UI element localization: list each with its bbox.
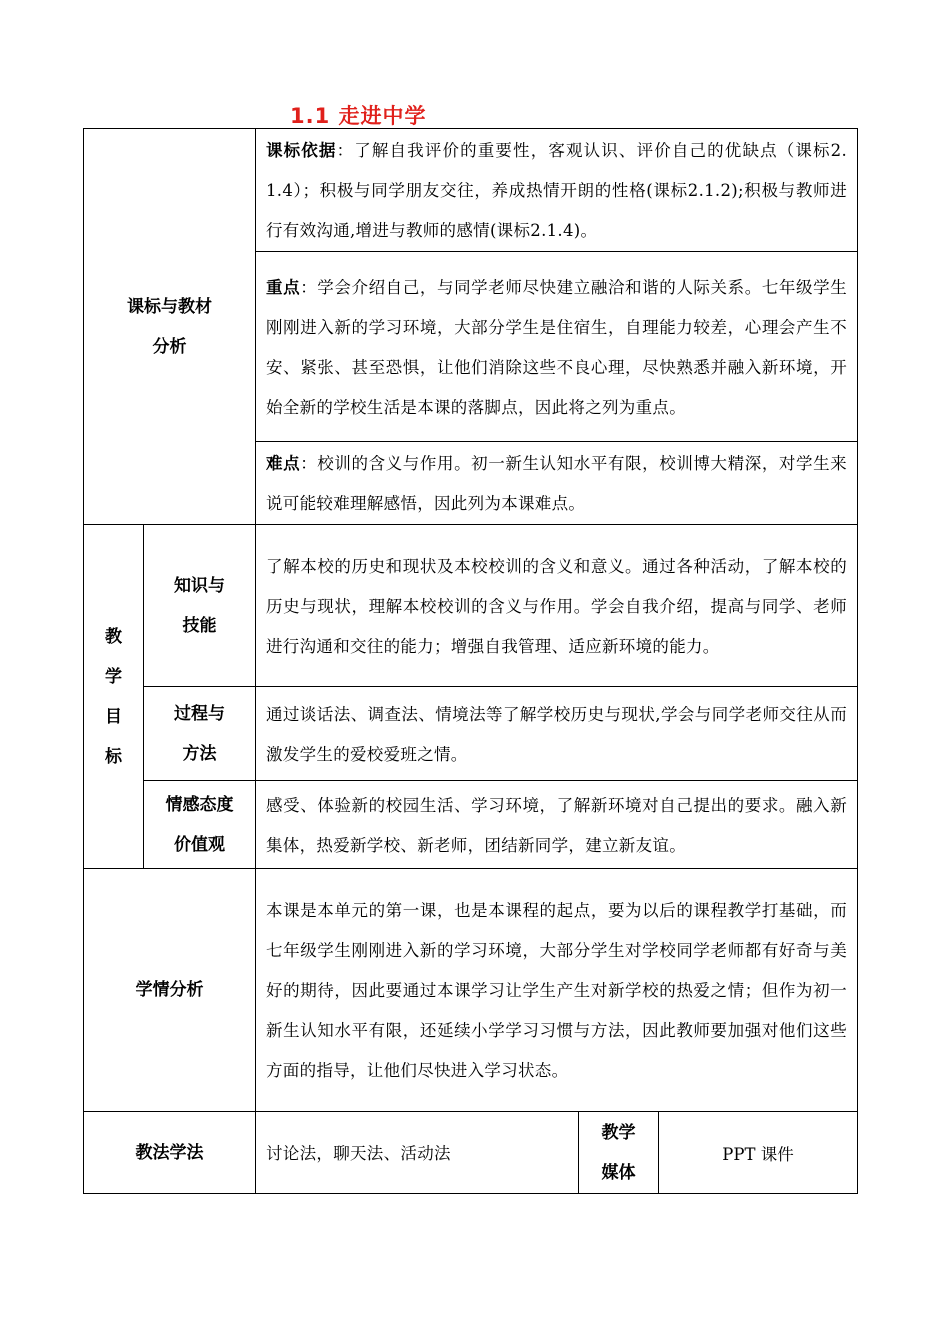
process-row xyxy=(84,687,858,781)
page-title: 1.1 走进中学 xyxy=(290,104,427,128)
goals-label-char-2: 学 xyxy=(105,666,122,687)
knowledge-text: 了解本校的历史和现状及本校校训的含义和意义。通过各种活动，了解本校的历史与现状，理解本校校训的含义与作用。学会自我介绍，提高与同学、老师进行沟通和交往的能力；增强自我管理、适应新环境的能力。 xyxy=(256,525,858,687)
learner-label: 学情分析 xyxy=(84,869,256,1112)
knowledge-label xyxy=(144,525,256,687)
knowledge-label-line1: 知识与 xyxy=(174,575,225,596)
methods-text: 讨论法，聊天法、活动法 xyxy=(256,1112,579,1194)
process-label xyxy=(144,687,256,781)
process-label-line1: 过程与 xyxy=(174,703,225,724)
analysis-label-line2: 分析 xyxy=(152,336,187,357)
key-point-heading: 重点 xyxy=(266,277,301,297)
emotion-row xyxy=(84,781,858,869)
goals-label xyxy=(84,525,144,869)
learner-row xyxy=(84,869,858,1112)
analysis-label xyxy=(84,129,256,525)
standard-basis-row xyxy=(84,129,858,252)
key-point-cell xyxy=(256,252,858,442)
difficult-point-cell xyxy=(256,442,858,525)
process-text: 通过谈话法、调查法、情境法等了解学校历史与现状,学会与同学老师交往从而激发学生的爱校爱班之情。 xyxy=(256,687,858,781)
emotion-label-line1: 情感态度 xyxy=(165,794,234,815)
difficult-point-text: ：校训的含义与作用。初一新生认知水平有限，校训博大精深，对学生来说可能较难理解感悟，因此列为本课难点。 xyxy=(266,454,848,513)
standard-basis-cell xyxy=(256,129,858,252)
difficult-point-heading: 难点 xyxy=(266,454,301,473)
standard-basis-text: ：了解自我评价的重要性，客观认识、评价自己的优缺点（课标2. 1.4）；积极与同学朋友交往，养成热情开朗的性格(课标2.1.2);积极与教师进行有效沟通,增进与教师的感情(课标2.1.4)。 xyxy=(266,141,848,240)
key-point-text: ：学会介绍自己，与同学老师尽快建立融洽和谐的人际关系。七年级学生刚刚进入新的学习环境，大部分学生是住宿生，自理能力较差，心理会产生不安、紧张、甚至恐惧，让他们消除这些不良心理，尽快熟悉并融入新环境，开始全新的学校生活是本课的落脚点，因此将之列为重点。 xyxy=(266,277,848,417)
emotion-text: 感受、体验新的校园生活、学习环境，了解新环境对自己提出的要求。融入新集体，热爱新学校、新老师，团结新同学，建立新友谊。 xyxy=(256,781,858,869)
analysis-label-line1: 课标与教材 xyxy=(127,296,212,317)
knowledge-row xyxy=(84,525,858,687)
emotion-label-line2: 价值观 xyxy=(174,834,225,855)
methods-row xyxy=(84,1112,858,1194)
learner-text: 本课是本单元的第一课，也是本课程的起点，要为以后的课程教学打基础，而七年级学生刚刚进入新的学习环境，大部分学生对学校同学老师都有好奇与美好的期待，因此要通过本课学习让学生产生对新学校的热爱之情；但作为初一新生认知水平有限，还延续小学学习习惯与方法，因此教师要加强对他们这些方面的指导，让他们尽快进入学习状态。 xyxy=(256,869,858,1112)
goals-label-char-1: 教 xyxy=(105,626,122,647)
emotion-label xyxy=(144,781,256,869)
media-label xyxy=(579,1112,659,1194)
media-label-line1: 教学 xyxy=(601,1122,636,1143)
goals-label-char-4: 标 xyxy=(105,746,122,767)
process-label-line2: 方法 xyxy=(182,743,217,764)
goals-label-char-3: 目 xyxy=(105,706,122,727)
media-text: PPT 课件 xyxy=(659,1112,858,1194)
media-label-line2: 媒体 xyxy=(601,1162,636,1183)
knowledge-label-line2: 技能 xyxy=(182,615,217,636)
methods-label: 教法学法 xyxy=(84,1112,256,1194)
standard-basis-heading: 课标依据 xyxy=(266,141,337,160)
lesson-plan-table xyxy=(83,128,858,1194)
